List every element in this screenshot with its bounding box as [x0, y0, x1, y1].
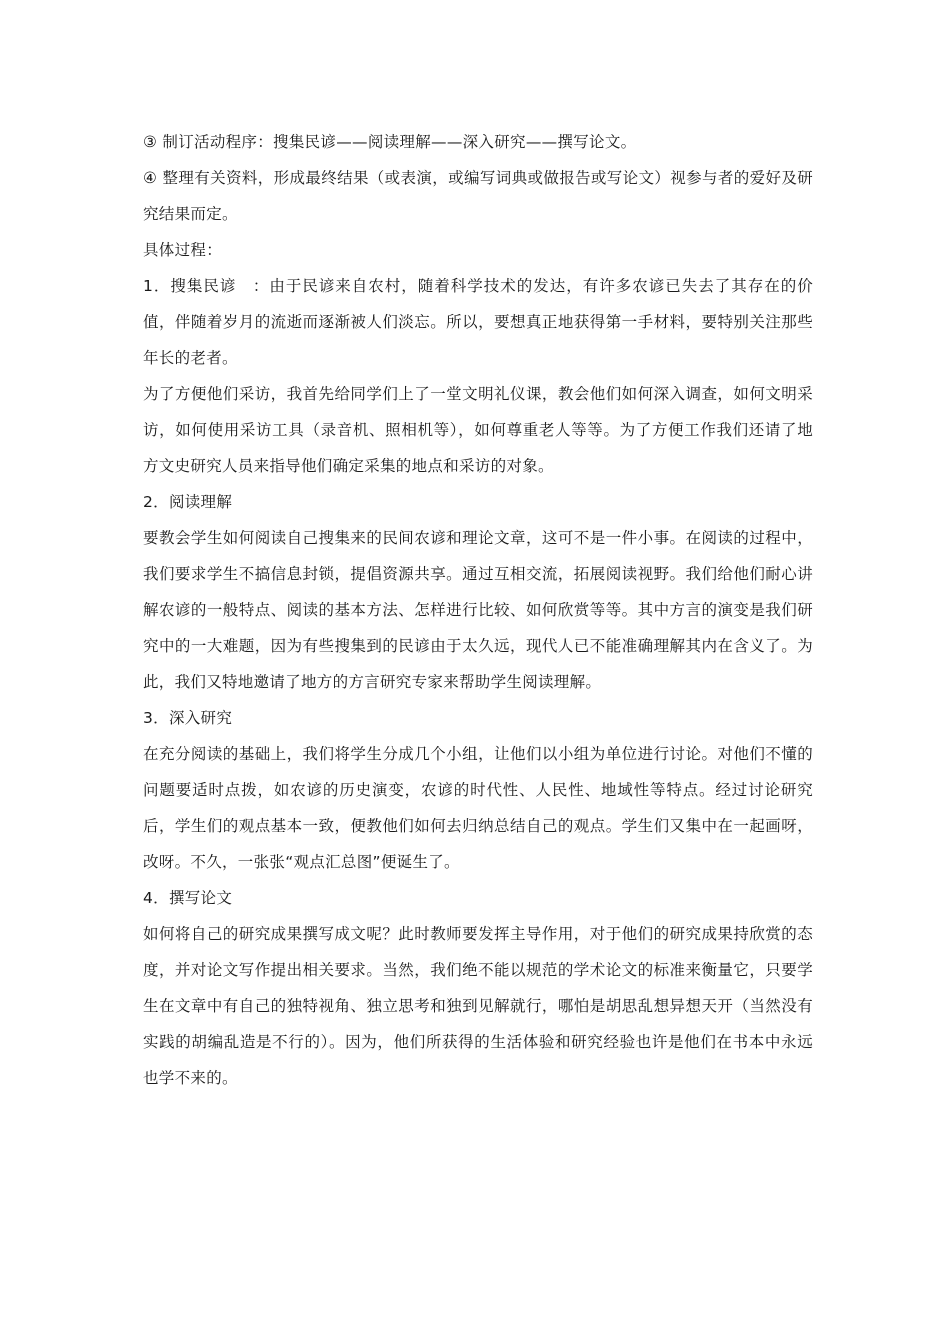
section-1-heading-paragraph: 1．搜集民谚 ：由于民谚来自农村，随着科学技术的发达，有许多农谚已失去了其存在的价值，伴随着岁月的流逝而逐渐被人们淡忘。所以，要想真正地获得第一手材料，要特别关注那些年长的老者。	[143, 277, 813, 367]
section-2-body: 要教会学生如何阅读自己搜集来的民间农谚和理论文章，这可不是一件小事。在阅读的过程中，我们要求学生不搞信息封锁，提倡资源共享。通过互相交流，拓展阅读视野。我们给他们耐心讲解农谚的一般特点、阅读的基本方法、怎样进行比较、如何欣赏等等。其中方言的演变是我们研究中的一大难题，因为有些搜集到的民谚由于太久远，现代人已不能准确理解其内在含义了。为此，我们又特地邀请了地方的方言研究专家来帮助学生阅读理解。	[143, 529, 813, 691]
section-2-heading: 2．阅读理解	[143, 493, 233, 511]
process-title: 具体过程：	[143, 241, 223, 259]
section-4-heading: 4．撰写论文	[143, 889, 233, 907]
section-1-body: 为了方便他们采访，我首先给同学们上了一堂文明礼仪课，教会他们如何深入调查，如何文明采访，如何使用采访工具（录音机、照相机等），如何尊重老人等等。为了方便工作我们还请了地方文史研究人员来指导他们确定采集的地点和采访的对象。	[143, 385, 813, 475]
section-3-body: 在充分阅读的基础上，我们将学生分成几个小组，让他们以小组为单位进行讨论。对他们不懂的问题要适时点拨，如农谚的历史演变，农谚的时代性、人民性、地域性等特点。经过讨论研究后，学生们的观点基本一致，便教他们如何去归纳总结自己的观点。学生们又集中在一起画呀，改呀。不久，一张张“观点汇总图”便诞生了。	[143, 745, 813, 871]
step-4-paragraph: ④ 整理有关资料，形成最终结果（或表演，或编写词典或做报告或写论文）视参与者的爱好及研究结果而定。	[143, 169, 813, 223]
document-body	[143, 124, 813, 1096]
step-3-line: ③ 制订活动程序：搜集民谚——阅读理解——深入研究——撰写论文。	[143, 133, 637, 151]
section-3-heading: 3．深入研究	[143, 709, 233, 727]
section-4-body: 如何将自己的研究成果撰写成文呢？此时教师要发挥主导作用，对于他们的研究成果持欣赏的态度，并对论文写作提出相关要求。当然，我们绝不能以规范的学术论文的标准来衡量它，只要学生在文章中有自己的独特视角、独立思考和独到见解就行，哪怕是胡思乱想异想天开（当然没有实践的胡编乱造是不行的）。因为，他们所获得的生活体验和研究经验也许是他们在书本中永远也学不来的。	[143, 925, 813, 1087]
